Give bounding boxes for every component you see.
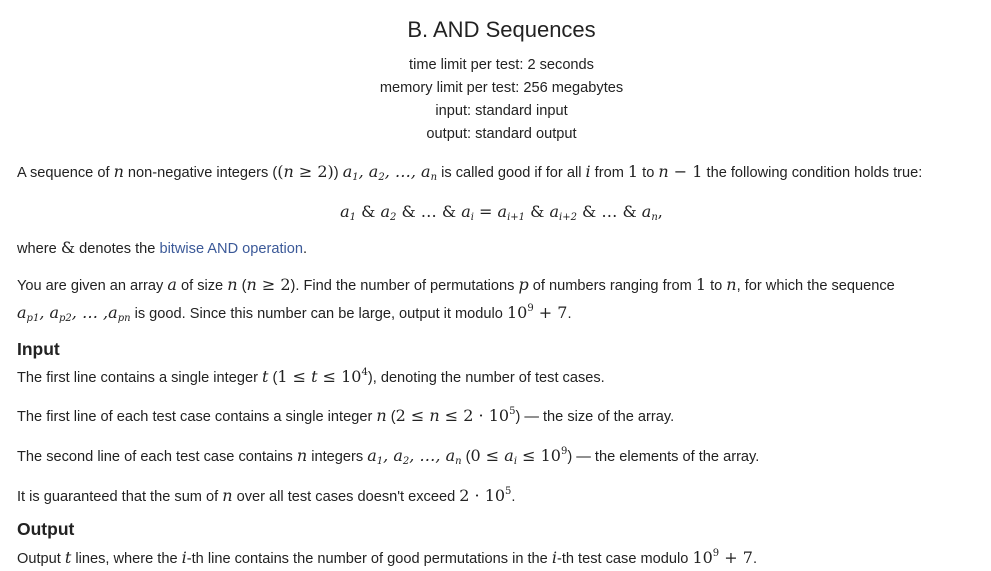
math: n <box>376 406 387 425</box>
math: $2 \le n \le 2 \cdot 10^5$ <box>395 406 516 425</box>
text: It is guaranteed that the sum of <box>17 489 223 505</box>
statement-paragraph-2-cont <box>17 298 987 330</box>
memory-limit-value: 256 megabytes <box>523 80 624 96</box>
input-heading: Input <box>17 339 60 359</box>
output-type <box>0 126 991 142</box>
text: ( <box>386 409 396 425</box>
text: of size <box>176 278 228 294</box>
text: -th test case modulo <box>556 551 693 567</box>
output-line-1 <box>17 543 987 570</box>
math: i <box>551 548 557 567</box>
text: You are given an array <box>17 278 168 294</box>
text: where <box>17 241 61 257</box>
input-line-1 <box>17 362 987 389</box>
math: n <box>113 162 124 181</box>
math: t <box>64 548 72 567</box>
math: n <box>227 275 238 294</box>
text: The first line contains a single integer <box>17 370 262 386</box>
problem-title: B. AND Sequences <box>407 17 596 42</box>
math: $10^9 + 7$ <box>692 548 753 567</box>
text: . <box>567 306 572 322</box>
math: n ≥ 2 <box>246 275 291 294</box>
math: & <box>60 238 76 257</box>
math: $10^9 + 7$ <box>506 303 568 322</box>
text: lines, where the <box>71 551 182 567</box>
math: n <box>726 275 737 294</box>
statement-paragraph-1 <box>17 161 987 189</box>
text: . <box>303 241 308 257</box>
text: Output <box>17 551 65 567</box>
text: ( <box>268 370 278 386</box>
text: integers <box>307 449 368 465</box>
text: ). Find the number of permutations <box>290 278 519 294</box>
text: A sequence of <box>17 165 114 181</box>
output-heading: Output <box>17 519 75 539</box>
math: n − 1 <box>658 162 703 181</box>
text: -th line contains the number of good permutations in the <box>186 551 552 567</box>
time-limit-label: time limit per test: <box>409 57 524 73</box>
text: is good. Since this number can be large, output it modulo <box>130 306 507 322</box>
math: n <box>222 486 233 505</box>
text: ( <box>237 278 247 294</box>
text: from <box>590 165 628 181</box>
text: denotes the <box>75 241 160 257</box>
math: a <box>167 275 177 294</box>
math: $a_{p1}$, $a_{p2}$, … $,a_{pn}$ <box>17 303 131 324</box>
text: The first line of each test case contains a single integer <box>17 409 377 425</box>
text: of numbers ranging from <box>528 278 696 294</box>
memory-limit-label: memory limit per test: <box>379 80 520 96</box>
text: ) — the size of the array. <box>515 409 675 425</box>
input-value: standard input <box>475 103 568 119</box>
time-limit-value: 2 seconds <box>527 57 594 73</box>
input-type <box>0 103 991 119</box>
math: $a_1$, $a_2$, …, $a_n$ <box>342 162 438 183</box>
math: (n ≥ 2) <box>277 162 334 181</box>
math: $a_1$, $a_2$, …, $a_n$ <box>367 446 462 467</box>
statement-paragraph-2 <box>17 274 987 297</box>
input-line-2 <box>17 401 987 428</box>
math: $1 \le t \le 10^4$ <box>277 367 368 386</box>
math: 1 <box>695 275 707 294</box>
where-line <box>17 237 987 260</box>
text: the following condition holds true: <box>702 165 923 181</box>
input-line-3 <box>17 441 987 473</box>
text: ( <box>461 449 471 465</box>
memory-limit <box>0 80 991 96</box>
text: to <box>706 278 727 294</box>
text: non-negative integers ( <box>123 165 278 181</box>
text: ), denoting the number of test cases. <box>367 370 605 386</box>
text: . <box>511 489 516 505</box>
text: . <box>752 551 757 567</box>
math: t <box>261 367 269 386</box>
output-label: output: <box>426 126 472 142</box>
math: $0 \le a_i \le 10^9$ <box>470 446 568 467</box>
text: The second line of each test case contains <box>17 449 297 465</box>
input-line-4 <box>17 481 987 508</box>
text: , for which the sequence <box>736 278 895 294</box>
time-limit <box>0 57 991 73</box>
text: ) <box>333 165 343 181</box>
text: ) — the elements of the array. <box>567 449 760 465</box>
text: over all test cases doesn't exceed <box>232 489 460 505</box>
text: is called good if for all <box>437 165 586 181</box>
condition-formula: $a_1$ & $a_2$ & … & $a_i = a_{i+1}$ & $a_{i+2}$ & … & $a_n$, <box>340 202 663 223</box>
math: p <box>518 275 529 294</box>
math: i <box>181 548 187 567</box>
bitwise-and-link[interactable]: bitwise AND operation <box>159 241 304 257</box>
math: i <box>585 162 591 181</box>
input-label: input: <box>435 103 472 119</box>
text: to <box>638 165 659 181</box>
math: 1 <box>627 162 639 181</box>
output-value: standard output <box>475 126 577 142</box>
math: n <box>296 446 308 465</box>
math: $2 \cdot 10^5$ <box>459 486 512 505</box>
